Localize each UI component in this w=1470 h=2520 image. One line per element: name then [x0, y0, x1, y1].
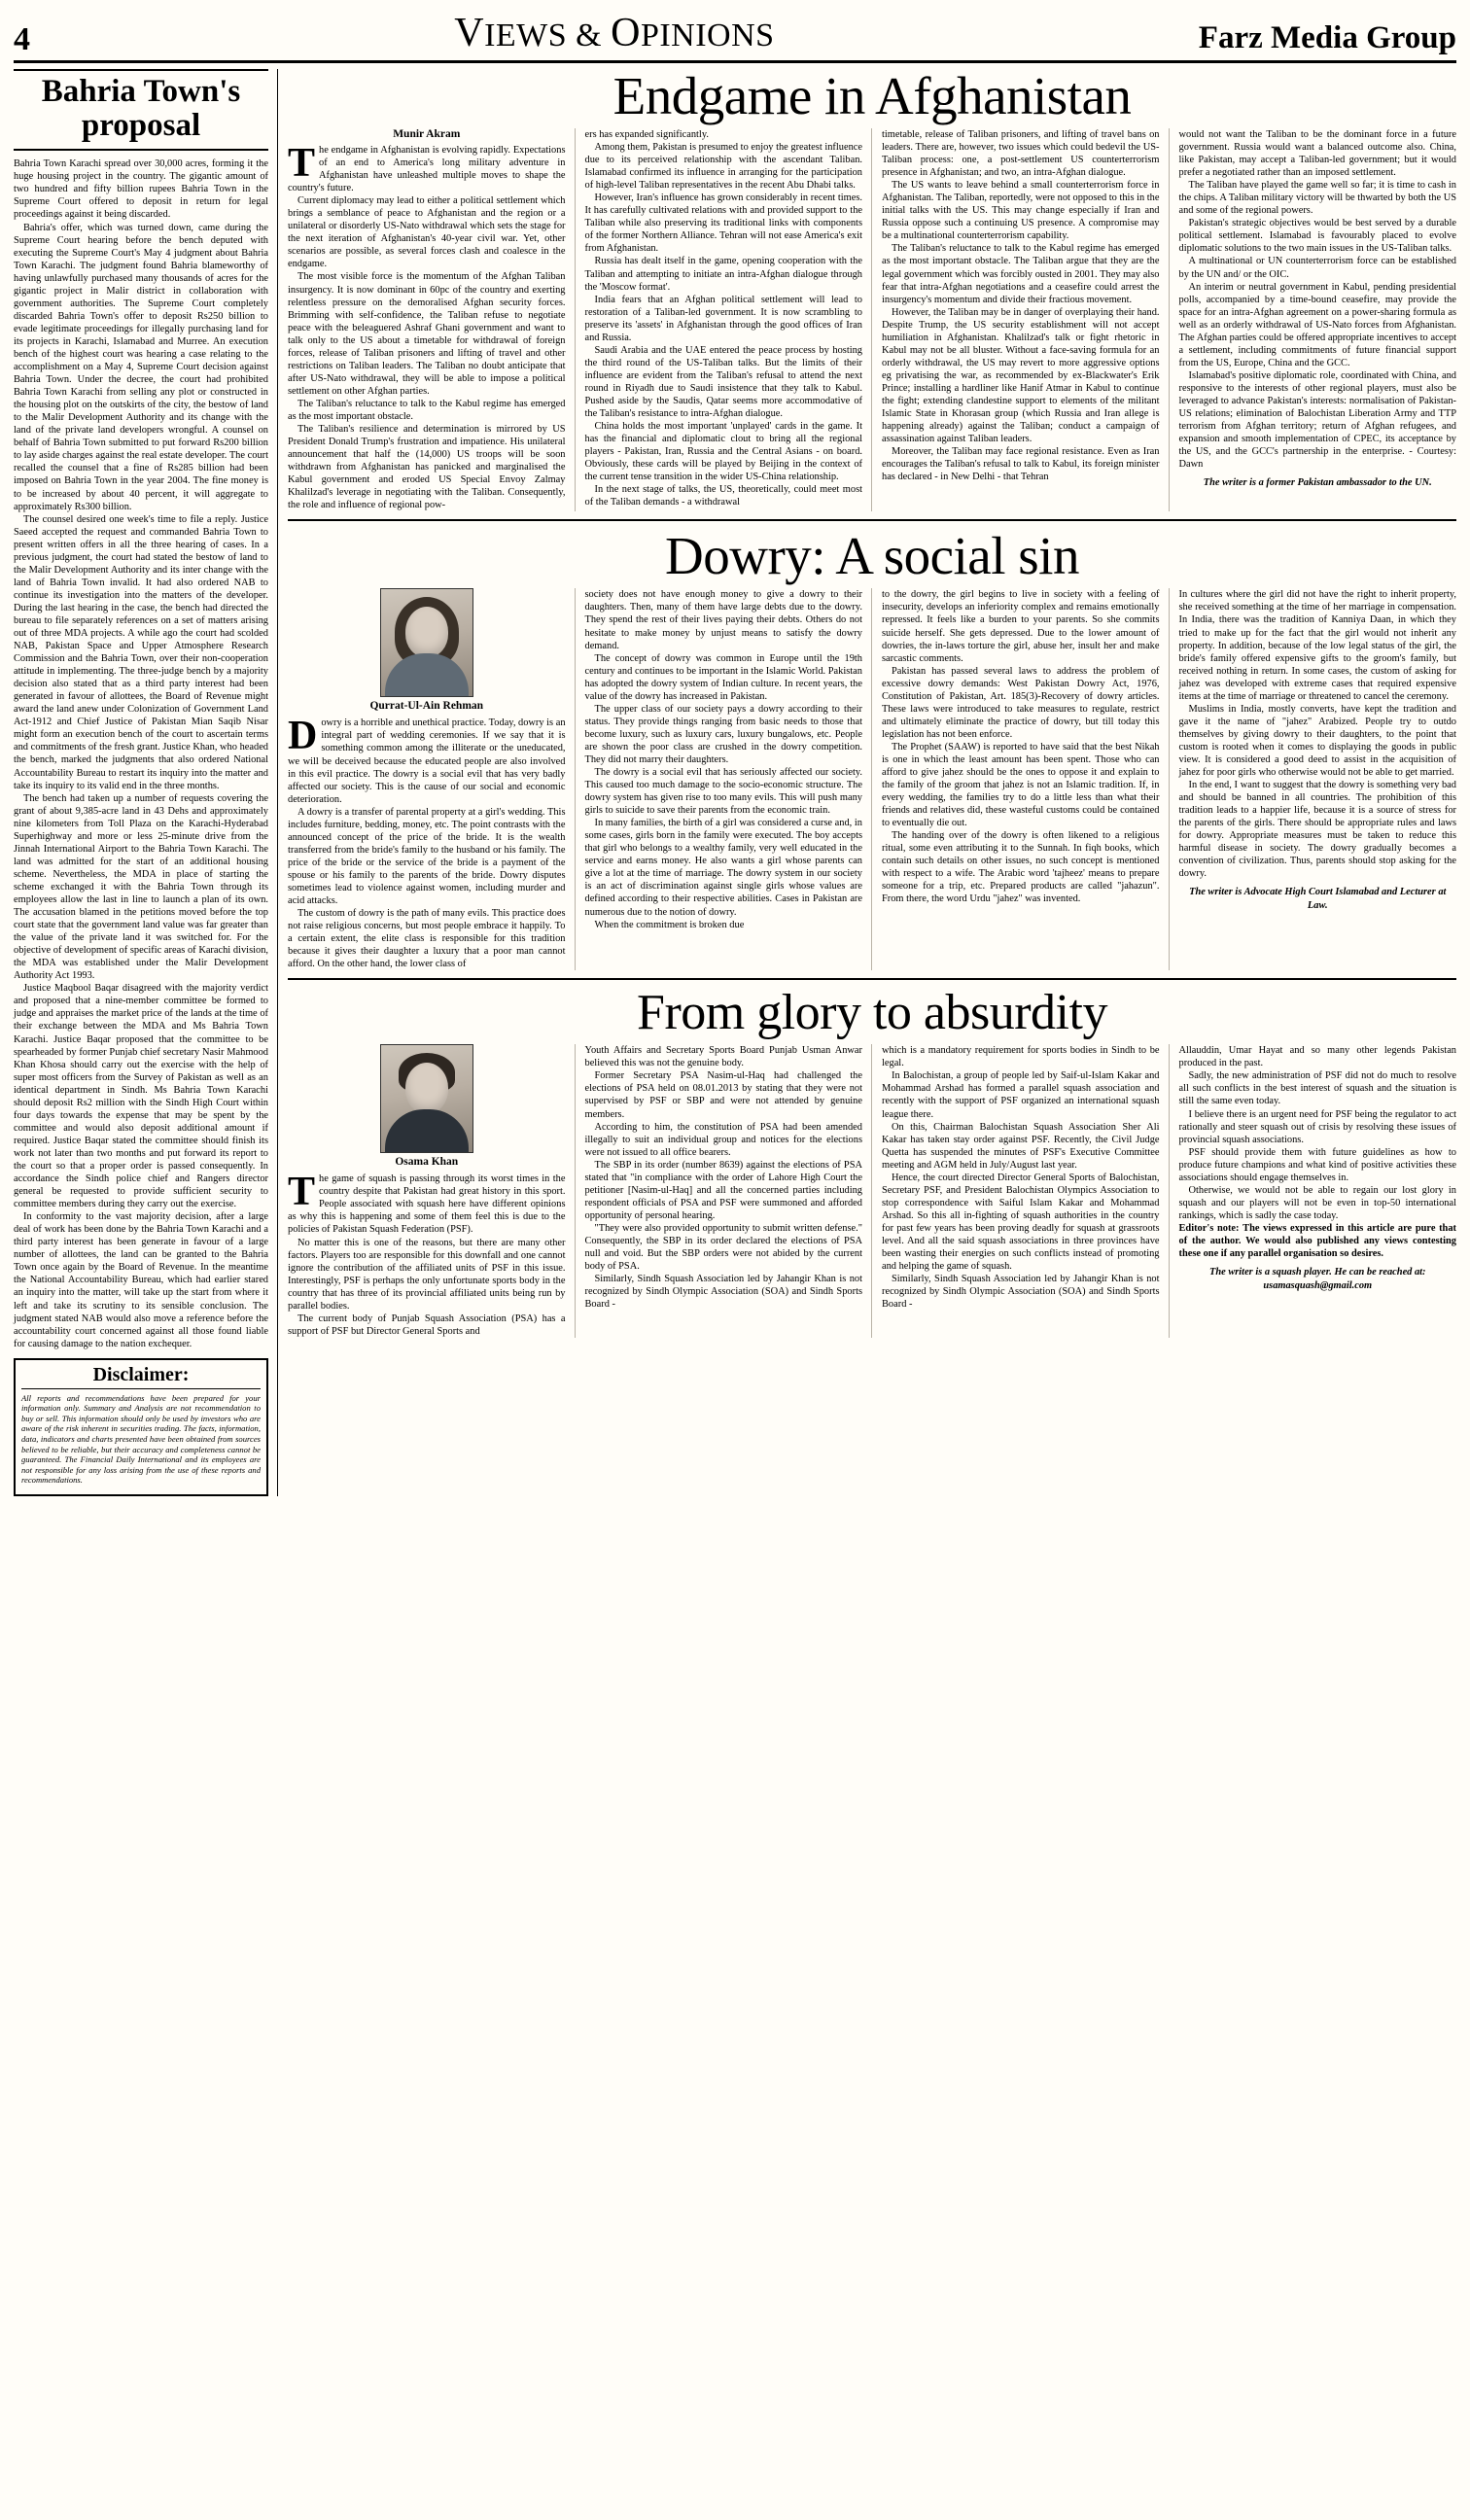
articles-region — [288, 66, 1456, 1496]
paragraph: An interim or neutral government in Kabul, pending presidential polls, accompanied by a time-bound ceasefire, may provide the space for an intra-Afghan agreement on a power-sharing formula as well as an orderly withdrawal of US-Nato forces from Afghanistan. The Afghan parties could be offered appropriate incentives to accept a settlement, including commitments of future financial support from the US, Europe, China and the GCC. — [1178, 281, 1456, 368]
section-title-part-1: V — [454, 11, 485, 55]
article-endgame-in-afghanistan — [288, 66, 1456, 521]
paragraph: would not want the Taliban to be the dominant force in a future government. Russia would want a balanced outcome also. China, like Pakistan, may accept a Taliban-led government; but it would prefer a negotiated rather than an imposed settlement. — [1178, 129, 1456, 179]
paragraph: timetable, release of Taliban prisoners, and lifting of travel bans on leaders. There are, however, two issues which could bedevil the US-Taliban process: one, a post-settlement US counterterrorism presence in Afghanistan; and two, an intra-Afghan dialogue. — [882, 129, 1160, 179]
section-title-part-5: PINIONS — [640, 18, 775, 53]
paragraph: I believe there is an urgent need for PSF being the regulator to act rationally and steer squash out of crisis by resolving these issues of provincial squash associations. — [1178, 1108, 1456, 1145]
article-column — [585, 1044, 873, 1338]
portrait-shoulders — [385, 653, 469, 696]
author-block — [288, 1044, 566, 1168]
paragraph: The handing over of the dowry is often likened to a religious ritual, some even attributing it to the Sunnah. In fiqh books, which contain such details on other issues, no such concept is mentioned with respect to a wife. The Arabic word 'tajheez' means to prepare someone for a trip, etc. Prepared products are called "jahazun". From there, the word Urdu "jahez" was invented. — [882, 830, 1160, 905]
paragraph: The current body of Punjab Squash Association (PSA) has a support of PSF but Director General Sports and — [288, 1312, 566, 1337]
author-name: Osama Khan — [395, 1156, 459, 1169]
article-column — [1179, 1044, 1457, 1338]
paragraph: However, the Taliban may be in danger of overplaying their hand. Despite Trump, the US security establishment will not accept humiliation in Afghanistan. Khalilzad's talk or fight rhetoric in Kabul may not be all bluster. Without a face-saving formula for an orderly withdrawal, the US may revert to more aggressive options eg privatising the war, as recommended by ex-Blackwater's Erik Prince; installing a hardliner like Hanif Atmar in Kabul to continue the fight; extending clandestine support to elements of the militant Islamic State in Khorasan group (which Russia and Iran allege is happening already) against the Taliban; conduct a campaign of assassination against Taliban leaders. — [882, 306, 1160, 445]
article-column — [882, 588, 1170, 970]
paragraph: "They were also provided opportunity to submit written defense." Consequently, the SBP in its order declared the elections of PSA null and void. But the SBP orders were not abided by the current body of PSA. — [584, 1222, 862, 1273]
paragraph: A multinational or UN counterterrorism force can be established by the UN and/ or the OIC. — [1178, 256, 1456, 280]
paragraph: Dowry is a horrible and unethical practice. Today, dowry is an integral part of wedding ceremonies. If we say that it is something common among the illiterate or the uneducated, we will be deceived because the educated people are also involved in this evil practice. The dowry is a social evil that has very badly affected our society. This is the cause of our social and economic deterioration. — [288, 714, 566, 805]
paragraph: India fears that an Afghan political settlement will lead to restoration of a Taliban-led government. It is now scrambling to preserve its 'assets' in Afghanistan through the good offices of Iran and Russia. — [584, 294, 862, 343]
paragraph: The custom of dowry is the path of many evils. This practice does not raise religious concerns, but most people embrace it happily. To a certain extent, the elite class is responsible for this tradition because it gives their daughter a luxury that a poor man cannot afford. On the other hand, the lower class of — [288, 908, 566, 970]
paragraph: The concept of dowry was common in Europe until the 19th century and continues to be important in the Islamic World. Pakistan has adopted the dowry system of Indian culture. In recent years, the value of the dowry has increased in Pakistan. — [584, 652, 862, 702]
article-signature: The writer is a squash player. He can be reached at: usamasquash@gmail.com — [1208, 1267, 1426, 1291]
paragraph: In many families, the birth of a girl was considered a curse and, in some cases, girls born in the family were executed. The boy accepts that girl who belongs to a wealthy family, very well educated in the service and earns money. He also wants a girl whose parents can give a lot at the time of marriage. The dowry system in our society is an act of discrimination against single girls whose values are defined according to their respective abilities. Cases in Pakistan are numerous due to the notion of dowry. — [584, 818, 862, 918]
article-dowry-a-social-sin — [288, 526, 1456, 980]
masthead — [14, 10, 1456, 63]
paragraph: The most visible force is the momentum of the Afghan Taliban insurgency. It is now dominant in 60pc of the country and exerting relentless pressure on the demoralised Afghan security forces. Brimming with self-confidence, the Taliban refuse to negotiate peace with the beleaguered Ashraf Ghani government and want to talk only to the US about a timetable for withdrawal of foreign forces, release of Taliban prisoners and lifting of travel and other restrictions on Taliban leaders. The Taliban no doubt anticipate that after US-Nato withdrawal, they will be able to impose a political settlement on other Afghan parties. — [288, 271, 566, 397]
article-headline: Endgame in Afghanistan — [612, 66, 1132, 125]
paragraph: which is a mandatory requirement for sports bodies in Sindh to be legal. — [882, 1045, 1160, 1069]
section-title-part-3: & — [567, 18, 612, 53]
paragraph: According to him, the constitution of PSA had been amended illegally to suit an individual group and notices for the elections were not issued to all office bearers. — [584, 1121, 862, 1158]
paragraph: The Prophet (SAAW) is reported to have said that the best Nikah is one in which the least amount has been spent. Those who can afford to give jahez should be the ones to oppose it and explain to the family of the groom that jahez is not an Islamic tradition. If, in every wedding, the families try to do a little less than what their friends and relatives did, these wasteful customs could be contained to eventually die out. — [882, 741, 1160, 829]
disclaimer-title: Disclaimer: — [21, 1364, 261, 1389]
paragraph: Russia has dealt itself in the game, opening cooperation with the Taliban and attempting to initiate an intra-Afghan dialogue through the 'Moscow format'. — [584, 256, 862, 293]
paragraph: The endgame in Afghanistan is evolving rapidly. Expectations of an end to America's long military adventure in Afghanistan have unleashed multiple moves to shape the country's future. — [288, 141, 566, 194]
disclaimer-box — [14, 1358, 268, 1496]
paragraph: Muslims in India, mostly converts, have kept the tradition and gave it the name of "jahez" Arabized. People try to outdo themselves by giving dowry to their daughters, to the point that custom is rooted when it comes to displaying the goods in public view. It is considered a good deed to assist in the acquisition of jahez for poor girls who otherwise would not be able to get married. — [1178, 703, 1456, 779]
paragraph: China holds the most important 'unplayed' cards in the game. It has the financial and diplomatic clout to bring all the regional players - Pakistan, Iran, Russia and the Central Asians - on board. Obviously, these cards will be played by Beijing in the context of the current tense transition in the wider US-China relationship. — [584, 421, 862, 483]
paragraph: Pakistan's strategic objectives would be best served by a durable political settlement. Islamabad is favourably placed to evolve diplomatic solutions to the two main issues in the US-Taliban talks. — [1178, 218, 1456, 255]
paragraph: In conformity to the vast majority decision, after a large deal of work has been done by the Bahria Town Karachi and a third party interest has been generate in favour of a large number of allottees, the land can be granted to the Bahria Town once again by the Board of Revenue. In the meantime the National Accountability Bureau, which had earlier stared an inquiry into the matter, will take up the start from where it left and take its scrutiny to its sensible conclusion. The judgment stated NAB would also move a reference before the accountability court concerned against all those found liable for causing damage to the nation exchequer. — [14, 1211, 268, 1349]
paragraph: On this, Chairman Balochistan Squash Association Sher Ali Kakar has taken stay order against PSF. Recently, the Civil Judge Quetta has suspended the minutes of PSF's Executive Committee meeting and AGM held in July/August last year. — [882, 1121, 1160, 1171]
paragraph: to the dowry, the girl begins to live in society with a feeling of insecurity, develops an inferiority complex and remains emotionally repressed. It feels like a burden to your parents. So she commits suicide herself. She gets depressed. Due to the lower amount of dowries, the in-laws torture the girl, abuse her, insult her and make sarcastic comments. — [882, 589, 1160, 664]
brand-name: Farz Media Group — [1198, 20, 1456, 55]
paragraph: Youth Affairs and Secretary Sports Board Punjab Usman Anwar believed this was not the genuine body. — [584, 1045, 862, 1069]
paragraph: Saudi Arabia and the UAE entered the peace process by hosting the third round of the US-Taliban talks. But the limits of their influence are evident from the Taliban's refusal to attend the next round in Riyadh due to Saudi insistence that they talk to Kabul. Pushed aside by the Saudis, Qatar seems more accommodative of the Taliban's resistance to intra-Afghan dialogue. — [584, 344, 862, 420]
paragraph: ers has expanded significantly. — [584, 129, 709, 140]
article-column — [882, 1044, 1170, 1338]
paragraph: PSF should provide them with future guidelines as how to produce future champions and what kind of positive activities these associations should engage themselves in. — [1178, 1146, 1456, 1183]
portrait-face — [405, 1063, 448, 1113]
portrait-face — [405, 607, 448, 657]
section-title-part-4: O — [611, 11, 641, 55]
paragraph: society does not have enough money to give a dowry to their daughters. Then, many of them have large debts due to the dowry. They spend the rest of their lives paying their debts. Others do not hesitate to make money by unjust means to satisfy the dowry demand. — [584, 589, 862, 651]
article-column — [882, 128, 1170, 511]
article-column — [585, 128, 873, 511]
paragraph: When the commitment is broken due — [594, 919, 745, 930]
paragraph: A dowry is a transfer of parental property at a girl's wedding. This includes furniture, bedding, money, etc. The point contrasts with the announced concept of the price of the bride. It is the wealth transferred from the bride's family to the husband or his family. The price of the bride or the service of the bride is a payment of the spouse or his family to the parents of the bride. Dowry disputes sometimes lead to violence against women, including murder and acid attacks. — [288, 806, 566, 907]
article-column — [1179, 588, 1457, 970]
article-headline: Dowry: A social sin — [665, 526, 1079, 586]
paragraph: Otherwise, we would not be able to regain our lost glory in squash and our players will not be even in top-50 international rankings, which is sadly the case today. — [1178, 1184, 1456, 1221]
paragraph: The bench had taken up a number of requests covering the grant of about 9,385-acre land in 43 Dehs and approximately nine kilometers from Toll Plaza on the Karachi-Hyderabad Superhighway and more or less 25-minute drive from the Jinnah International Airport to the Bahria Town Karachi. The land was admitted for the start of an additional housing scheme. Nevertheless, the MDA in place of starting the scheme exchanged it with the Bahria Town through its employees allow the last in line to launch a plan of its own. The accusation blamed in the petitions moved before the top court state that the government land value was far greater than the value of the private land it was switched for. For the objective of development of specific areas of Karachi division, the MDA was established under the Malir Development Authority Act 1993. — [14, 792, 268, 982]
paragraph: No matter this is one of the reasons, but there are many other factors. Players too are responsible for this downfall and one cannot ignore the contribution of the affiliated units of PSF in this issue. Interestingly, PSF is perhaps the only unfortunate sports body in the country that has three of its provincial affiliated units being run by parallel bodies. — [288, 1237, 566, 1312]
page-folio: 4 — [14, 21, 30, 57]
paragraph: Similarly, Sindh Squash Association led by Jahangir Khan is not recognized by Sindh Olympic Association (SOA) and Sindh Sports Board - — [584, 1274, 862, 1311]
paragraph: The game of squash is passing through its worst times in the country despite that Pakistan had great history in this sport. People associated with squash here have different opinions as why this is happening and some of them feel this is due to the policies of Pakistan Squash Federation (PSF). — [288, 1170, 566, 1236]
lead-editorial — [14, 69, 278, 1496]
author-portrait — [380, 1044, 473, 1153]
article-column — [585, 588, 873, 970]
paragraph: Current diplomacy may lead to either a political settlement which brings a semblance of peace to Afghanistan and the region or a unilateral or disorderly US-Nato withdrawal which sets the stage for the next iteration of Afghanistan's 40-year civil war. Yet, other scenarios are possible, as several forces clash and coalesce in the endgame. — [288, 195, 566, 270]
paragraph: Among them, Pakistan is presumed to enjoy the greatest influence due to its perceived relationship with the ascendant Taliban. Islamabad confirmed its influence in arranging for the participation of high-level Taliban representatives in the recent Abu Dhabi talks. — [584, 142, 862, 192]
lead-headline — [14, 69, 268, 151]
section-title — [454, 10, 774, 56]
paragraph: The Taliban's reluctance to talk to the Kabul regime has emerged as the most important obstacle. The Taliban argue that they are the legal government which was forcibly ousted in 2001. They may also fear that intra-Afghan negotiations and a ceasefire could arrest the insurgency's momentum and divide their fractious movement. — [882, 243, 1160, 305]
paragraph: Islamabad's positive diplomatic role, coordinated with China, and responsive to the interests of other regional players, must also be leveraged to advance Pakistan's interests: normalisation of Pakistan-US relations; elimination of Balochistan Liberation Army and TTP terrorism from Afghan territory; return of Afghan refugees, and expansion and smooth implementation of CPEC, its acceptance by the US, and the GCC's partnership in the enterprise. - Courtesy: Dawn — [1178, 369, 1456, 471]
section-title-part-2: IEWS — [484, 18, 568, 53]
byline: Munir Akram — [393, 128, 461, 140]
paragraph: The upper class of our society pays a dowry according to their status. They provide things ranging from basic needs to those that become luxury, such as luxury cars, luxury bungalows, etc. People are shown the poor class are crushed in the dowry competition. They did not marry their daughters. — [584, 703, 862, 765]
paragraph: Former Secretary PSA Nasim-ul-Haq had challenged the elections of PSA held on 08.01.2013 by stating that they were not supervised by PSF or SBP and were not attended by genuine members. — [584, 1070, 862, 1120]
editors-note-text: The views expressed in this article are pure that of the author. We would also published any views contesting these one if any parallel organisation so desires. — [1178, 1222, 1456, 1260]
paragraph: In the next stage of talks, the US, theoretically, could meet most of the Taliban demands - a withdrawal — [584, 484, 862, 508]
paragraph: The counsel desired one week's time to file a reply. Justice Saeed accepted the request and commanded Bahria Town to present written offers in all the three hearing of cases. In a previous judgment, the court had stated the bestow of land to the Malir Development Authority and its inter change with the land of Bahria Town invalid. It had also ordered NAB to continue its investigation into the matters of the developer. During the last hearing in the case, the bench had directed the bureau to file separately references on a set of matters arising out of three MDA projects. A while ago the court had scolded NAB, Pakistan Space and Upper Atmosphere Research Commission and the Bahria Town, over their non-cooperation attitude in implementing. The three-judge bench by a majority decision also stated that as a third party interest had been generated in favour of allottees, the Board of Revenue might award the land anew under Colonization of Government Land Act-1912 and Chief Justice of Pakistan Mian Saqib Nisar might form an execution bench of the court to ascertain terms and commitments of the fresh grant. Justice Khan, who headed the bench, marked the judgments that also ordered National Accountability Bureau to restart its inquiry into the matter and take its inquiry to its valid end in the three months. — [14, 513, 268, 791]
paragraph: Hence, the court directed Director General Sports of Balochistan, Secretary PSF, and President Balochistan Olympics Association to stop correspondence with Saiful Islam Kakar and Mohammad Arshad. So this all in-fighting of squash authorities in the country for past few years has been proving deadly for squash at grassroots level. And all the said squash associations in three provinces have been wasting their energies on such conflicts instead of promoting and helping the game of squash. — [882, 1172, 1160, 1273]
article-column — [288, 128, 576, 511]
editors-note — [1179, 1222, 1457, 1260]
paragraph: Similarly, Sindh Squash Association led by Jahangir Khan is not recognized by Sindh Olympic Association (SOA) and Sindh Sports Board - — [882, 1274, 1160, 1311]
paragraph: The Taliban have played the game well so far; it is time to cash in the chips. A Taliban military victory will be thwarted by both the US and some of the regional powers. — [1178, 180, 1456, 217]
article-from-glory-to-absurdity — [288, 985, 1456, 1346]
paragraph: In Balochistan, a group of people led by Saif-ul-Islam Kakar and Mohammad Arshad has formed a parallel squash association and recently with the support of PSF organized an international squash league there. — [882, 1070, 1160, 1120]
editors-note-title: Editor's note: — [1178, 1222, 1240, 1234]
article-column — [288, 1044, 576, 1338]
paragraph: However, Iran's influence has grown considerably in recent times. It has carefully cultivated relations with and provided support to the Taliban while also preserving its traditional links with components of the former Northern Alliance. Tehran will not ease America's exit from Afghanistan. — [584, 192, 862, 255]
author-portrait — [380, 588, 473, 697]
disclaimer-text: All reports and recommendations have been prepared for your information only. Summary and Analysis are not recommendation to buy or sell. This information should only be used by investors who are aware of the risk inherent in securities trading. The facts, information, data, indicators and charts presented have been obtained from sources believed to be reliable, but their accuracy and completeness cannot be guaranteed. The Financial Daily International and its employees are not responsible for any loss arising from the use of these reports and recommendations. — [21, 1392, 261, 1486]
article-column — [1179, 128, 1457, 511]
paragraph: Pakistan has passed several laws to address the problem of excessive dowry demands: West Pakistan Dowry Act, 1976, Constitution of Pakistan, Art. 185(3)-Recovery of dowry articles. These laws were introduced to take measures to regulate, restrict and ultimately eliminate the practice of dowry, but till today this legislation has not been enforce. — [882, 665, 1160, 740]
portrait-shoulders — [385, 1109, 469, 1152]
author-block — [288, 588, 566, 712]
paragraph: Bahria's offer, which was turned down, came during the Supreme Court hearing before the bench deputed with executing the Supreme Court's May 4 judgment about Bahria Town Karachi. The judgment found Bahria blameworthy of having unlawfully purchased many thousands of acres for the gigantic project in Malir district in collaboration with government authorities. The Supreme Court completely discarded Bahria Town's offer to deposit Rs250 billion to evade legitimate proceedings for illegally purchasing land for its projects in Karachi, Islamabad and Murree. An execution bench of the highest court was hearing a case relating to the accomplishment on a May 4, Supreme Court decision against Bahria Town. Under the decree, the court had prohibited Bahria Town Karachi from selling any plot or constructed in the housing plot on the outskirts of the city, the bestow of land to the Malir Development Authority and its change with the land of the private land developers wrongful. A counsel on behalf of Bahria Town submitted to put forward Rs200 billion to lay aside charges against the real estate developer. The court recalled the counsel that a fine of Rs285 billion had been imposed on Bahria Town in the year 2004. The fine money is to be increased by about 40 percent, it will aggregate to approximately Rs300 billion. — [14, 222, 268, 512]
paragraph: Allauddin, Umar Hayat and so many other legends Pakistan produced in the past. — [1178, 1045, 1456, 1069]
paragraph: The Taliban's resilience and determination is mirrored by US President Donald Trump's frustration and impatience. His unilateral announcement that half the (14,000) US troops will be soon withdrawn from Afghanistan has panicked and marginalised the Kabul government and eroded US Special Envoy Zalmay Khalilzad's leverage in negotiating with the Taliban. Consequently, the role and influence of regional pow- — [288, 424, 566, 511]
lead-headline-line-1: Bahria Town's — [41, 74, 241, 109]
article-signature: The writer is a former Pakistan ambassador to the UN. — [1203, 477, 1432, 489]
lead-body — [14, 158, 268, 1349]
paragraph: In cultures where the girl did not have the right to inherit property, she received something at the time of her marriage in compensation. In India, there was the tradition of Kanniya Daan, in which they tried to make up for the fact that the girl would not inherit any property. In addition, because of the low legal status of the girl, the bride's family offered expensive gifts to the groom's family, but received nothing in return. In some cases, the custom of asking for jahez was developed with extreme cases that required expensive items at the time of marriage or threatened to cancel the ceremony. — [1178, 589, 1456, 702]
article-column — [288, 588, 576, 970]
paragraph: Moreover, the Taliban may face regional resistance. Even as Iran encourages the Taliban's refusal to talk to Kabul, its foreign minister has declared - in New Delhi - that Tehran — [882, 446, 1160, 483]
paragraph: The Taliban's reluctance to talk to the Kabul regime has emerged as the most important obstacle. — [288, 398, 566, 422]
article-headline: From glory to absurdity — [637, 985, 1107, 1041]
paragraph: Sadly, the new administration of PSF did not do much to resolve all such conflicts in the best interest of squash and the situation is still the same even today. — [1178, 1070, 1456, 1107]
paragraph: The dowry is a social evil that has seriously affected our society. This caused too much damage to the socio-economic structure. The dowry system has given rise to too many evils. This will push many girls to suicide to save their parents from the economic train. — [584, 767, 862, 817]
paragraph: Bahria Town Karachi spread over 30,000 acres, forming it the huge housing project in the country. The gigantic amount of two hundred and fifty billion rupees Bahria Town in the Supreme Court offered to deposit in return for legal proceedings against it being discarded. — [14, 158, 268, 221]
paragraph: The SBP in its order (number 8639) against the elections of PSA stated that "in compliance with the order of Lahore High Court the petitioner [Nasim-ul-Haq] and all the concerned parties including respondent officials of PSA and PSF were summoned and afforded opportunity of personal hearing. — [584, 1159, 862, 1221]
lead-headline-line-2: proposal — [81, 107, 201, 143]
paragraph: Justice Maqbool Baqar disagreed with the majority verdict and proposed that a nine-member committee be formed to judge and appraises the market price of the lands at the time of their exchange between the MDA and Ms Bahria Town Karachi. Justice Baqar proposed that the committee to be spearheaded by former Punjab chief secretary Nasir Mahmood Khan Khosa should carry out the exercise with the help of super most officers from the Survey of Pakistan as well as an identical department in Sindh. Ms Bahria Town Karachi should deposit Rs2 million with the Sindh High Court within four days towards the expense that may be spent by the committee and would also deposit additional amount if required. Justice Baqar stated the committee should finish its work not later than two months and put forward its report to the court so that a proper order is passed consequently. In accordance the Sindh police chief and Rangers director general be requested to provide sufficient security to committee members during they carry out the exercise. — [14, 983, 268, 1210]
author-name: Qurrat-Ul-Ain Rehman — [369, 700, 484, 713]
article-signature: The writer is Advocate High Court Islamabad and Lecturer at Law. — [1189, 887, 1447, 911]
paragraph: In the end, I want to suggest that the dowry is something very bad and should be banned in all countries. The prohibition of this tradition leads to a happier life, because it is a source of stress for the parents of the girls. There should be appropriate rules and laws for dowry. Appropriate measures must be taken to reduce this harmful disease in society. The dowry gradually becomes a convention of civilization. Thus, parents should stop asking for the dowry. — [1178, 780, 1456, 880]
paragraph: The US wants to leave behind a small counterterrorism force in Afghanistan. The Taliban, reportedly, were not opposed to this in the initial talks with the US. This may change especially if Iran and Russia oppose such a continuing US presence. A compromise may be a multinational counterterrorism capability. — [882, 180, 1160, 242]
